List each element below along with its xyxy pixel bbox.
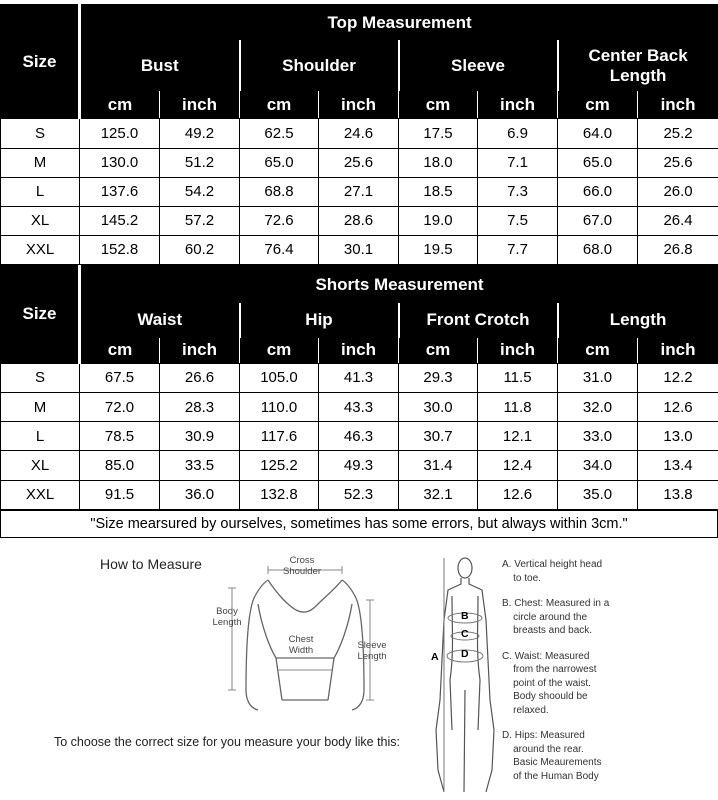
size-cell: S (1, 363, 80, 392)
table-cell: 26.4 (638, 206, 718, 235)
sleeve-length-label-line: Length (357, 651, 387, 662)
note-line: relaxed. (502, 704, 549, 716)
unit-cell: inch (478, 337, 558, 363)
human-figure (436, 558, 494, 792)
table-cell: 26.6 (160, 363, 240, 392)
table-cell: 36.0 (160, 480, 240, 509)
measurement-note: "Size mearsured by ourselves, sometimes has some errors, but always within 3cm." (0, 510, 718, 538)
note-line: A. Vertical height head (502, 559, 603, 570)
instruction-text: To choose the correct size for you measure your body like this: (54, 735, 400, 749)
table-row (1, 480, 718, 509)
table-cell: 51.2 (160, 148, 240, 177)
table-cell: 19.0 (399, 206, 478, 235)
note-line: C. Waist: Measured (502, 650, 590, 662)
table-cell: 11.8 (478, 393, 558, 422)
note-line: circle around the (502, 611, 588, 623)
table-cell: 17.5 (399, 119, 478, 148)
top-measurement-table (0, 4, 718, 265)
sleeve-header: Sleeve (399, 41, 558, 91)
note-a (502, 558, 714, 585)
table-row (1, 451, 718, 480)
note-b (502, 597, 714, 638)
bust-header: Bust (80, 41, 240, 91)
table-cell: 12.2 (638, 363, 718, 392)
chest-width-label (278, 634, 324, 656)
unit-cell: inch (638, 337, 718, 363)
unit-cell: cm (558, 91, 638, 119)
table-cell: 68.8 (240, 177, 319, 206)
table-cell: 67.5 (80, 363, 160, 392)
note-line: breasts and back. (502, 625, 593, 636)
table-cell: 27.1 (319, 177, 399, 206)
note-c (502, 650, 714, 718)
table-cell: 65.0 (240, 148, 319, 177)
table-cell: 18.0 (399, 148, 478, 177)
center-back-length-header: Center Back Length (558, 41, 718, 91)
unit-cell: inch (638, 91, 718, 119)
table-cell: 29.3 (399, 363, 478, 392)
size-cell: S (1, 119, 80, 148)
table-cell: 137.6 (80, 177, 160, 206)
table-cell: 26.0 (638, 177, 718, 206)
unit-row (1, 91, 718, 119)
body-length-label-line: Body (216, 606, 238, 617)
table-cell: 105.0 (240, 363, 319, 392)
shorts-measurement-table (0, 265, 718, 510)
table-cell: 64.0 (558, 119, 638, 148)
size-cell: L (1, 177, 80, 206)
table-row (1, 235, 718, 264)
table-cell: 110.0 (240, 393, 319, 422)
table-cell: 67.0 (558, 206, 638, 235)
table-cell: 49.3 (319, 451, 399, 480)
table-cell: 28.3 (160, 393, 240, 422)
size-cell: M (1, 393, 80, 422)
table-cell: 125.2 (240, 451, 319, 480)
table-cell: 28.6 (319, 206, 399, 235)
table-cell: 30.0 (399, 393, 478, 422)
table-cell: 11.5 (478, 363, 558, 392)
table-row (1, 422, 718, 451)
note-line: Body shoould be (502, 691, 588, 702)
table-cell: 66.0 (558, 177, 638, 206)
shoulder-header: Shoulder (240, 41, 399, 91)
table-cell: 25.6 (638, 148, 718, 177)
unit-cell: cm (399, 337, 478, 363)
cross-shoulder-label (274, 555, 330, 577)
size-header: Size (1, 266, 80, 364)
body-length-label (204, 606, 250, 628)
table-cell: 13.4 (638, 451, 718, 480)
note-line: to toe. (502, 572, 541, 584)
table-cell: 18.5 (399, 177, 478, 206)
unit-cell: cm (240, 337, 319, 363)
note-line: Basic Meaurements (502, 757, 602, 768)
table-cell: 31.0 (558, 363, 638, 392)
table-cell: 49.2 (160, 119, 240, 148)
table-cell: 6.9 (478, 119, 558, 148)
table-cell: 7.3 (478, 177, 558, 206)
table-cell: 32.1 (399, 480, 478, 509)
table-cell: 12.1 (478, 422, 558, 451)
unit-cell: cm (240, 91, 319, 119)
table-cell: 60.2 (160, 235, 240, 264)
table-cell: 145.2 (80, 206, 160, 235)
table-cell: 41.3 (319, 363, 399, 392)
table-row (1, 177, 718, 206)
note-line: of the Human Body (502, 770, 599, 782)
unit-cell: inch (319, 91, 399, 119)
unit-cell: cm (399, 91, 478, 119)
table-cell: 19.5 (399, 235, 478, 264)
note-line: from the narrowest (502, 664, 597, 675)
table-cell: 12.6 (638, 393, 718, 422)
table-cell: 30.7 (399, 422, 478, 451)
body-length-label-line: Length (212, 617, 242, 628)
table-cell: 12.4 (478, 451, 558, 480)
length-header: Length (558, 304, 718, 337)
size-cell: XL (1, 206, 80, 235)
table-cell: 13.8 (638, 480, 718, 509)
table-cell: 43.3 (319, 393, 399, 422)
size-cell: L (1, 422, 80, 451)
table-cell: 30.1 (319, 235, 399, 264)
figure-mark-b: B (461, 610, 469, 622)
sleeve-length-label (348, 640, 396, 662)
table-cell: 130.0 (80, 148, 160, 177)
table-cell: 65.0 (558, 148, 638, 177)
table-cell: 7.1 (478, 148, 558, 177)
table-cell: 35.0 (558, 480, 638, 509)
table-cell: 152.8 (80, 235, 160, 264)
top-table-title: Top Measurement (80, 5, 718, 41)
table-cell: 76.4 (240, 235, 319, 264)
table-cell: 7.7 (478, 235, 558, 264)
figure-mark-c: C (461, 628, 469, 640)
chest-width-label-line: Chest (288, 634, 314, 645)
table-cell: 26.8 (638, 235, 718, 264)
table-cell: 78.5 (80, 422, 160, 451)
note-line: point of the waist. (502, 677, 591, 689)
table-cell: 32.0 (558, 393, 638, 422)
table-cell: 85.0 (80, 451, 160, 480)
table-cell: 68.0 (558, 235, 638, 264)
table-cell: 31.4 (399, 451, 478, 480)
size-cell: XXL (1, 480, 80, 509)
table-cell: 91.5 (80, 480, 160, 509)
table-cell: 34.0 (558, 451, 638, 480)
note-d (502, 729, 714, 783)
size-header: Size (1, 5, 80, 119)
table-cell: 52.3 (319, 480, 399, 509)
table-cell: 25.2 (638, 119, 718, 148)
unit-cell: cm (80, 337, 160, 363)
figure-mark-a: A (431, 651, 439, 663)
chest-width-label-line: Width (288, 645, 314, 656)
figure-mark-d: D (461, 648, 469, 660)
unit-cell: inch (160, 337, 240, 363)
table-cell: 7.5 (478, 206, 558, 235)
unit-cell: inch (160, 91, 240, 119)
unit-row (1, 337, 718, 363)
measure-notes (502, 558, 714, 783)
note-line: around the rear. (502, 743, 584, 755)
table-row (1, 206, 718, 235)
waist-header: Waist (80, 304, 240, 337)
size-cell: XL (1, 451, 80, 480)
front-crotch-header: Front Crotch (399, 304, 558, 337)
table-cell: 13.0 (638, 422, 718, 451)
table-row (1, 148, 718, 177)
table-cell: 25.6 (319, 148, 399, 177)
table-cell: 57.2 (160, 206, 240, 235)
cross-shoulder-label-line: Shoulder (282, 566, 322, 577)
table-cell: 33.0 (558, 422, 638, 451)
table-cell: 30.9 (160, 422, 240, 451)
unit-cell: cm (558, 337, 638, 363)
table-row (1, 393, 718, 422)
figure-measure-lines (444, 558, 483, 792)
table-cell: 132.8 (240, 480, 319, 509)
table-cell: 72.0 (80, 393, 160, 422)
shorts-table-title: Shorts Measurement (80, 266, 718, 304)
table-cell: 24.6 (319, 119, 399, 148)
note-line: B. Chest: Measured in a (502, 598, 610, 609)
table-cell: 54.2 (160, 177, 240, 206)
table-cell: 12.6 (478, 480, 558, 509)
size-cell: XXL (1, 235, 80, 264)
table-cell: 62.5 (240, 119, 319, 148)
unit-cell: inch (478, 91, 558, 119)
how-to-measure-heading: How to Measure (100, 556, 202, 572)
note-line: D. Hips: Measured (502, 730, 585, 741)
sleeve-length-label-line: Sleeve (357, 640, 387, 651)
table-cell: 72.6 (240, 206, 319, 235)
table-cell: 46.3 (319, 422, 399, 451)
table-cell: 117.6 (240, 422, 319, 451)
unit-cell: inch (319, 337, 399, 363)
hip-header: Hip (240, 304, 399, 337)
table-cell: 33.5 (160, 451, 240, 480)
unit-cell: cm (80, 91, 160, 119)
table-row (1, 363, 718, 392)
table-cell: 125.0 (80, 119, 160, 148)
size-cell: M (1, 148, 80, 177)
measure-lines (228, 566, 374, 700)
table-row (1, 119, 718, 148)
cross-shoulder-label-line: Cross (289, 555, 315, 566)
